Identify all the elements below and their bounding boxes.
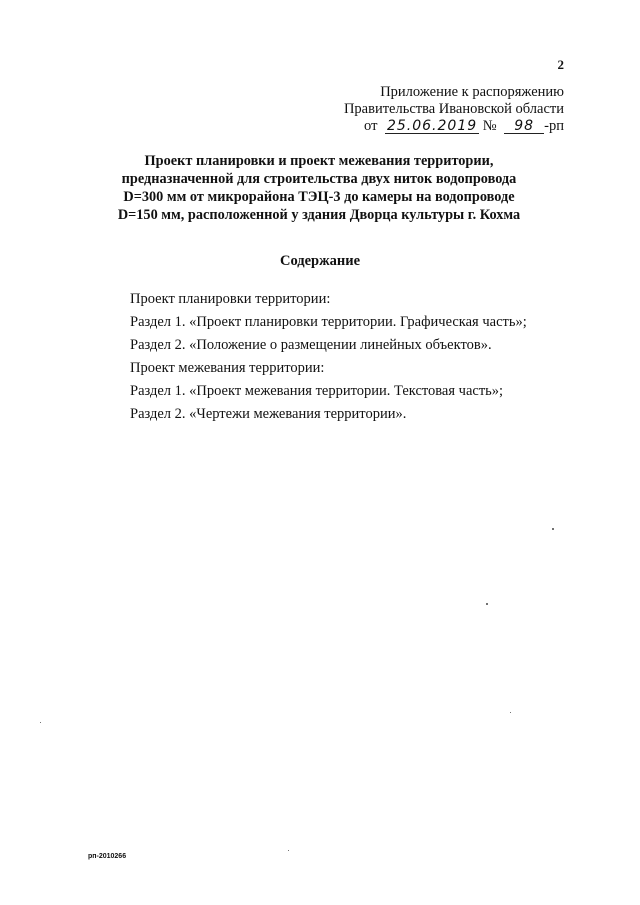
title-line: предназначенной для строительства двух ниток водопровода — [121, 171, 517, 187]
contents-item: Проект планировки территории: — [130, 291, 331, 307]
contents-heading: Содержание — [279, 253, 361, 269]
contents-item: Раздел 2. «Чертежи межевания территории». — [130, 406, 407, 422]
contents-item: Раздел 2. «Положение о размещении линейных объектов». — [130, 337, 492, 353]
order-line — [344, 118, 564, 135]
contents-item: Раздел 1. «Проект планировки территории. Графическая часть»; — [130, 314, 527, 330]
from-label: от — [364, 118, 378, 134]
order-suffix: -рп — [544, 118, 564, 134]
page-number: 2 — [557, 57, 564, 72]
contents-item: Раздел 1. «Проект межевания территории. Текстовая часть»; — [130, 383, 504, 399]
appendix-header — [344, 84, 564, 135]
scan-speck — [486, 603, 488, 605]
contents-list — [130, 290, 570, 428]
number-label: № — [482, 118, 497, 134]
order-number: 98 — [504, 120, 544, 134]
title-line: D=150 мм, расположенной у здания Дворца культуры г. Кохма — [117, 207, 521, 223]
appendix-line: Приложение к распоряжению — [380, 84, 564, 100]
contents-item: Проект межевания территории: — [130, 360, 325, 376]
scan-speck — [510, 712, 511, 713]
scan-speck — [288, 850, 289, 851]
title-line: D=300 мм от микрорайона ТЭЦ-3 до камеры на водопроводе — [123, 189, 515, 205]
footer-code: рп-2010266 — [88, 853, 127, 860]
scan-speck — [552, 528, 554, 530]
document-title — [90, 152, 548, 224]
title-line: Проект планировки и проект межевания территории, — [144, 153, 494, 169]
order-date: 25.06.2019 — [386, 118, 478, 134]
scan-speck — [40, 722, 41, 723]
government-line: Правительства Ивановской области — [343, 101, 564, 117]
